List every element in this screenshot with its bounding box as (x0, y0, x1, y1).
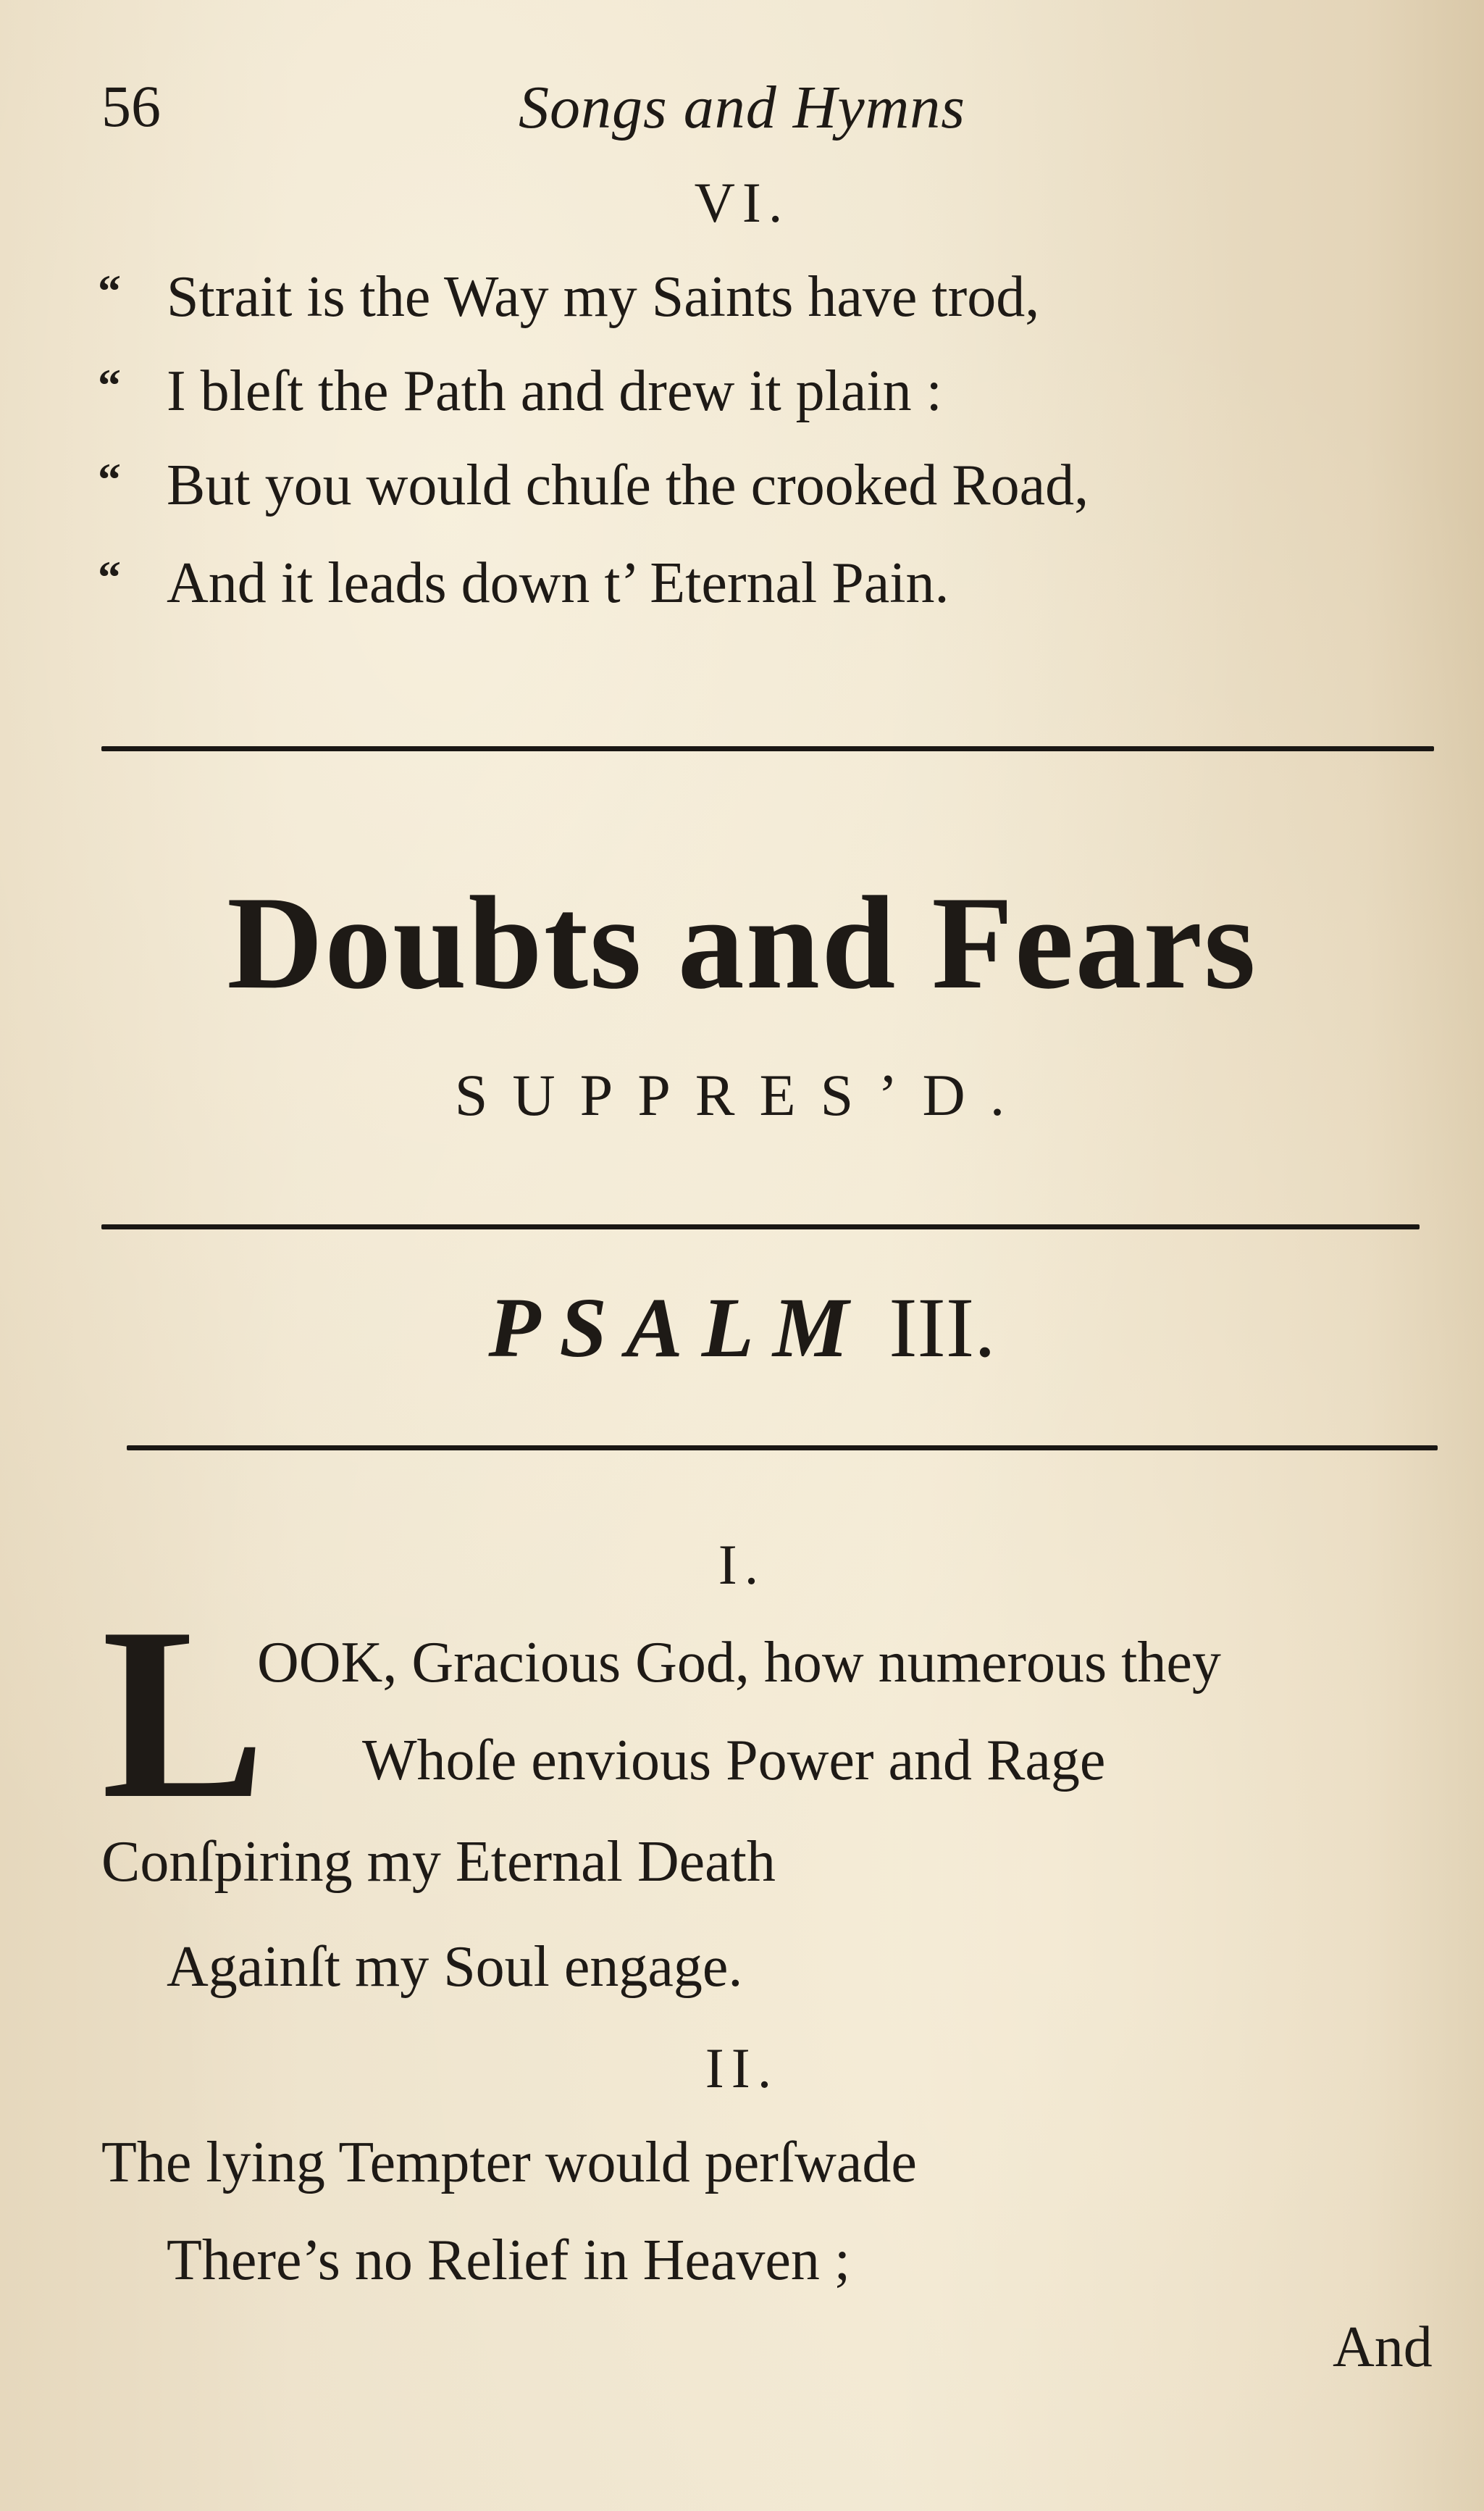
verse-line (98, 551, 949, 617)
stanza-number-ii: II. (705, 2036, 779, 2100)
quote-mark: “ (98, 359, 121, 411)
quote-mark: “ (98, 454, 121, 505)
verse-line: Whoſe envious Power and Rage (362, 1729, 1106, 1792)
verse-line (98, 359, 942, 425)
verse-line (98, 453, 1089, 519)
verse-text: I bleſt the Path and drew it plain : (167, 359, 942, 423)
catchword: And (1333, 2315, 1433, 2379)
psalm-label: PSALM (488, 1280, 868, 1375)
stanza-number-i: I. (718, 1533, 766, 1596)
drop-cap: L (101, 1576, 266, 1850)
verse-line: Conſpiring my Eternal Death (101, 1830, 776, 1894)
horizontal-rule (101, 746, 1434, 751)
verse-line: Againſt my Soul engage. (167, 1935, 743, 1999)
verse-line: There’s no Relief in Heaven ; (167, 2228, 851, 2292)
verse-line: OOK, Gracious God, how numerous they (257, 1631, 1221, 1695)
running-head: Songs and Hymns (519, 74, 965, 141)
psalm-number: III. (889, 1280, 996, 1375)
section-title: Doubts and Fears (227, 869, 1257, 1016)
verse-text: But you would chuſe the crooked Road, (167, 454, 1089, 517)
quote-mark: “ (98, 551, 121, 603)
horizontal-rule (101, 1224, 1420, 1229)
psalm-heading (0, 1279, 1484, 1377)
verse-line (98, 264, 1040, 330)
stanza-number-vi: VI. (694, 171, 790, 234)
verse-line: The lying Tempter would perſwade (101, 2131, 917, 2194)
verse-text: And it leads down t’ Eternal Pain. (167, 551, 949, 615)
page-number: 56 (101, 73, 161, 139)
section-subtitle: SUPPRES’D. (454, 1062, 1030, 1128)
quote-mark: “ (98, 265, 121, 317)
verse-text: Strait is the Way my Saints have trod, (167, 265, 1040, 329)
horizontal-rule (127, 1445, 1438, 1450)
